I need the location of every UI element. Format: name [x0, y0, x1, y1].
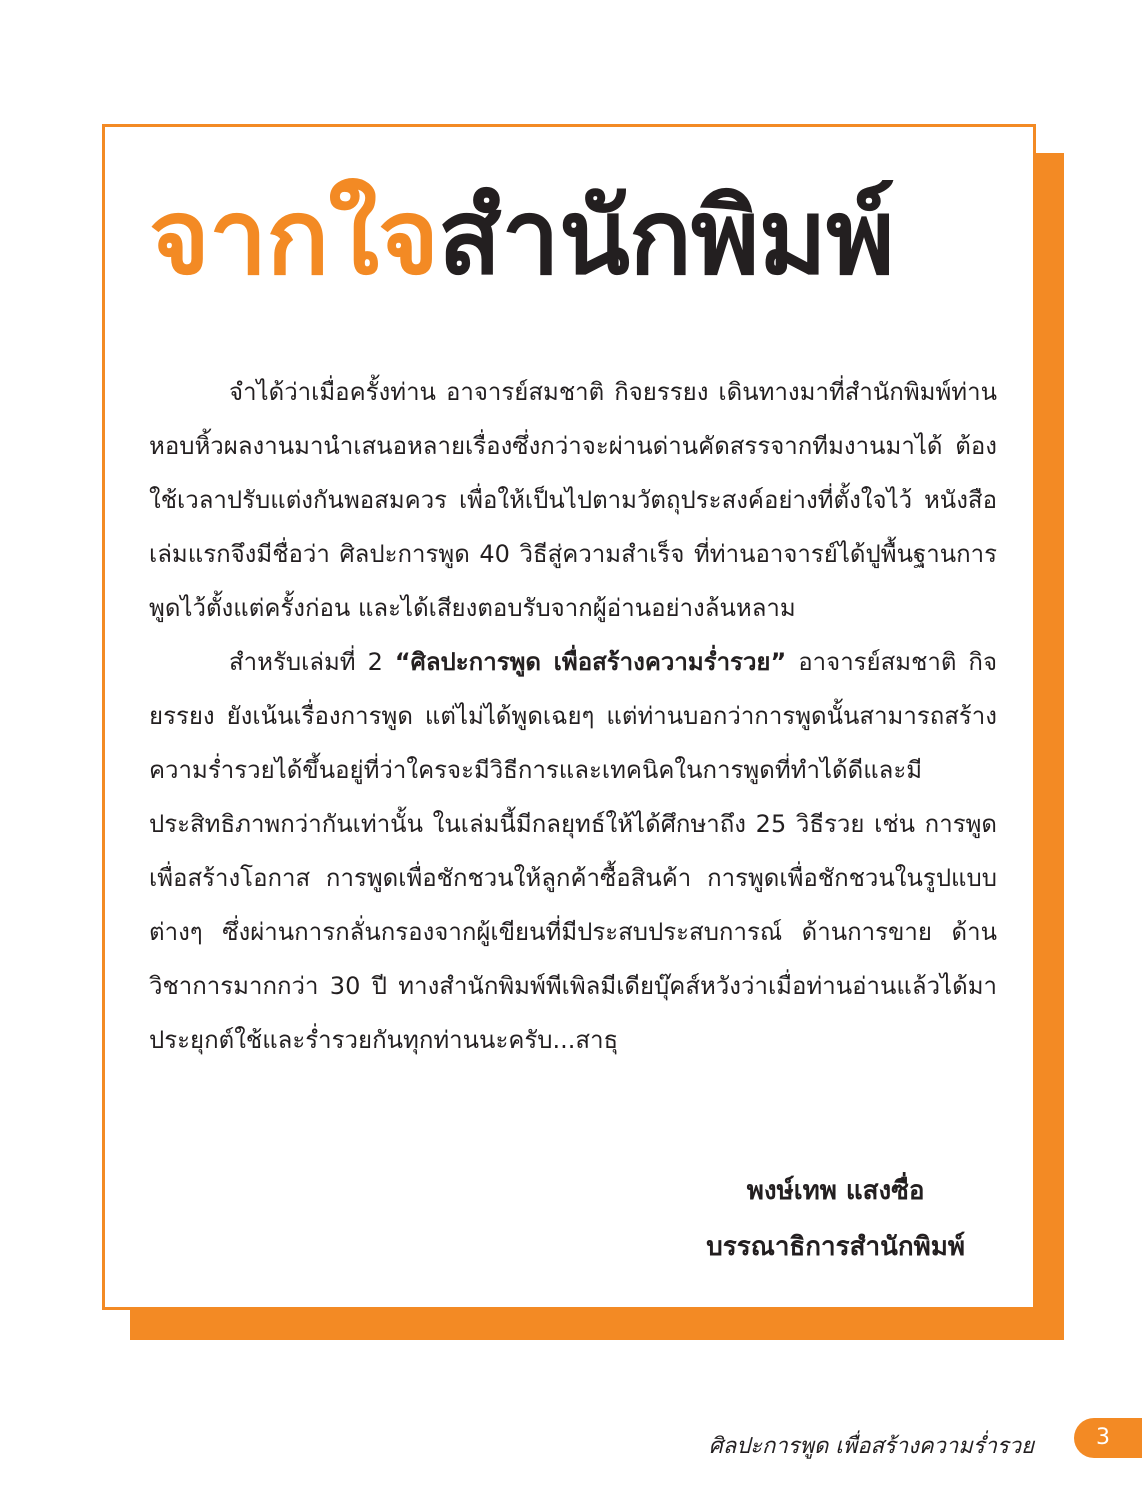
paragraph-2-lead: สำหรับเล่มที่ 2	[229, 648, 395, 676]
title-accent: จากใจ	[149, 176, 439, 298]
content-frame	[102, 124, 1036, 1310]
signature-role: บรรณาธิการสำนักพิมพ์	[706, 1232, 965, 1262]
title-main: สำนักพิมพ์	[438, 176, 894, 298]
page-number: 3	[1096, 1425, 1110, 1450]
footer-book-title: ศิลปะการพูด เพื่อสร้างความร่ำรวย	[708, 1434, 1034, 1459]
signature-block	[706, 1163, 965, 1275]
signature-name: พงษ์เทพ แสงซื่อ	[746, 1176, 925, 1206]
body-text	[149, 365, 997, 1067]
page-title	[149, 167, 894, 307]
book-title-quote: “ศิลปะการพูด เพื่อสร้างความร่ำรวย”	[394, 648, 787, 676]
paragraph-1: จำได้ว่าเมื่อครั้งท่าน อาจารย์สมชาติ กิจยรรยง เดินทางมาที่สำนักพิมพ์ท่านหอบหิ้วผลงานมานำเสนอหลายเรื่องซึ่งกว่าจะผ่านด่านคัดสรรจากทีมงานมาได้ ต้องใช้เวลาปรับแต่งกันพอสมควร เพื่อให้เป็นไปตามวัตถุประสงค์อย่างที่ตั้งใจไว้ หนังสือเล่มแรกจึงมีชื่อว่า ศิลปะการพูด 40 วิธีสู่ความสำเร็จ ที่ท่านอาจารย์ได้ปูพื้นฐานการพูดไว้ตั้งแต่ครั้งก่อน และได้เสียงตอบรับจากผู้อ่านอย่างล้นหลาม	[149, 378, 997, 622]
paragraph-2	[149, 635, 997, 1067]
paragraph-2-rest: อาจารย์สมชาติ กิจยรรยง ยังเน้นเรื่องการพูด แต่ไม่ได้พูดเฉยๆ แต่ท่านบอกว่าการพูดนั้นสามารถสร้างความร่ำรวยได้ขึ้นอยู่ที่ว่าใครจะมีวิธีการและเทคนิคในการพูดที่ทำได้ดีและมีประสิทธิภาพกว่ากันเท่านั้น ในเล่มนี้มีกลยุทธ์ให้ได้ศึกษาถึง 25 วิธีรวย เช่น การพูดเพื่อสร้างโอกาส การพูดเพื่อชักชวนให้ลูกค้าซื้อสินค้า การพูดเพื่อชักชวนในรูปแบบต่างๆ ซึ่งผ่านการกลั่นกรองจากผู้เขียนที่มีประสบประสบการณ์ ด้านการขาย ด้านวิชาการมากกว่า 30 ปี ทางสำนักพิมพ์พีเพิลมีเดียบุ๊คส์หวังว่าเมื่อท่านอ่านแล้วได้มาประยุกต์ใช้และร่ำรวยกันทุกท่านนะครับ...สาธุ	[149, 648, 998, 1054]
page-number-badge	[1074, 1418, 1142, 1458]
